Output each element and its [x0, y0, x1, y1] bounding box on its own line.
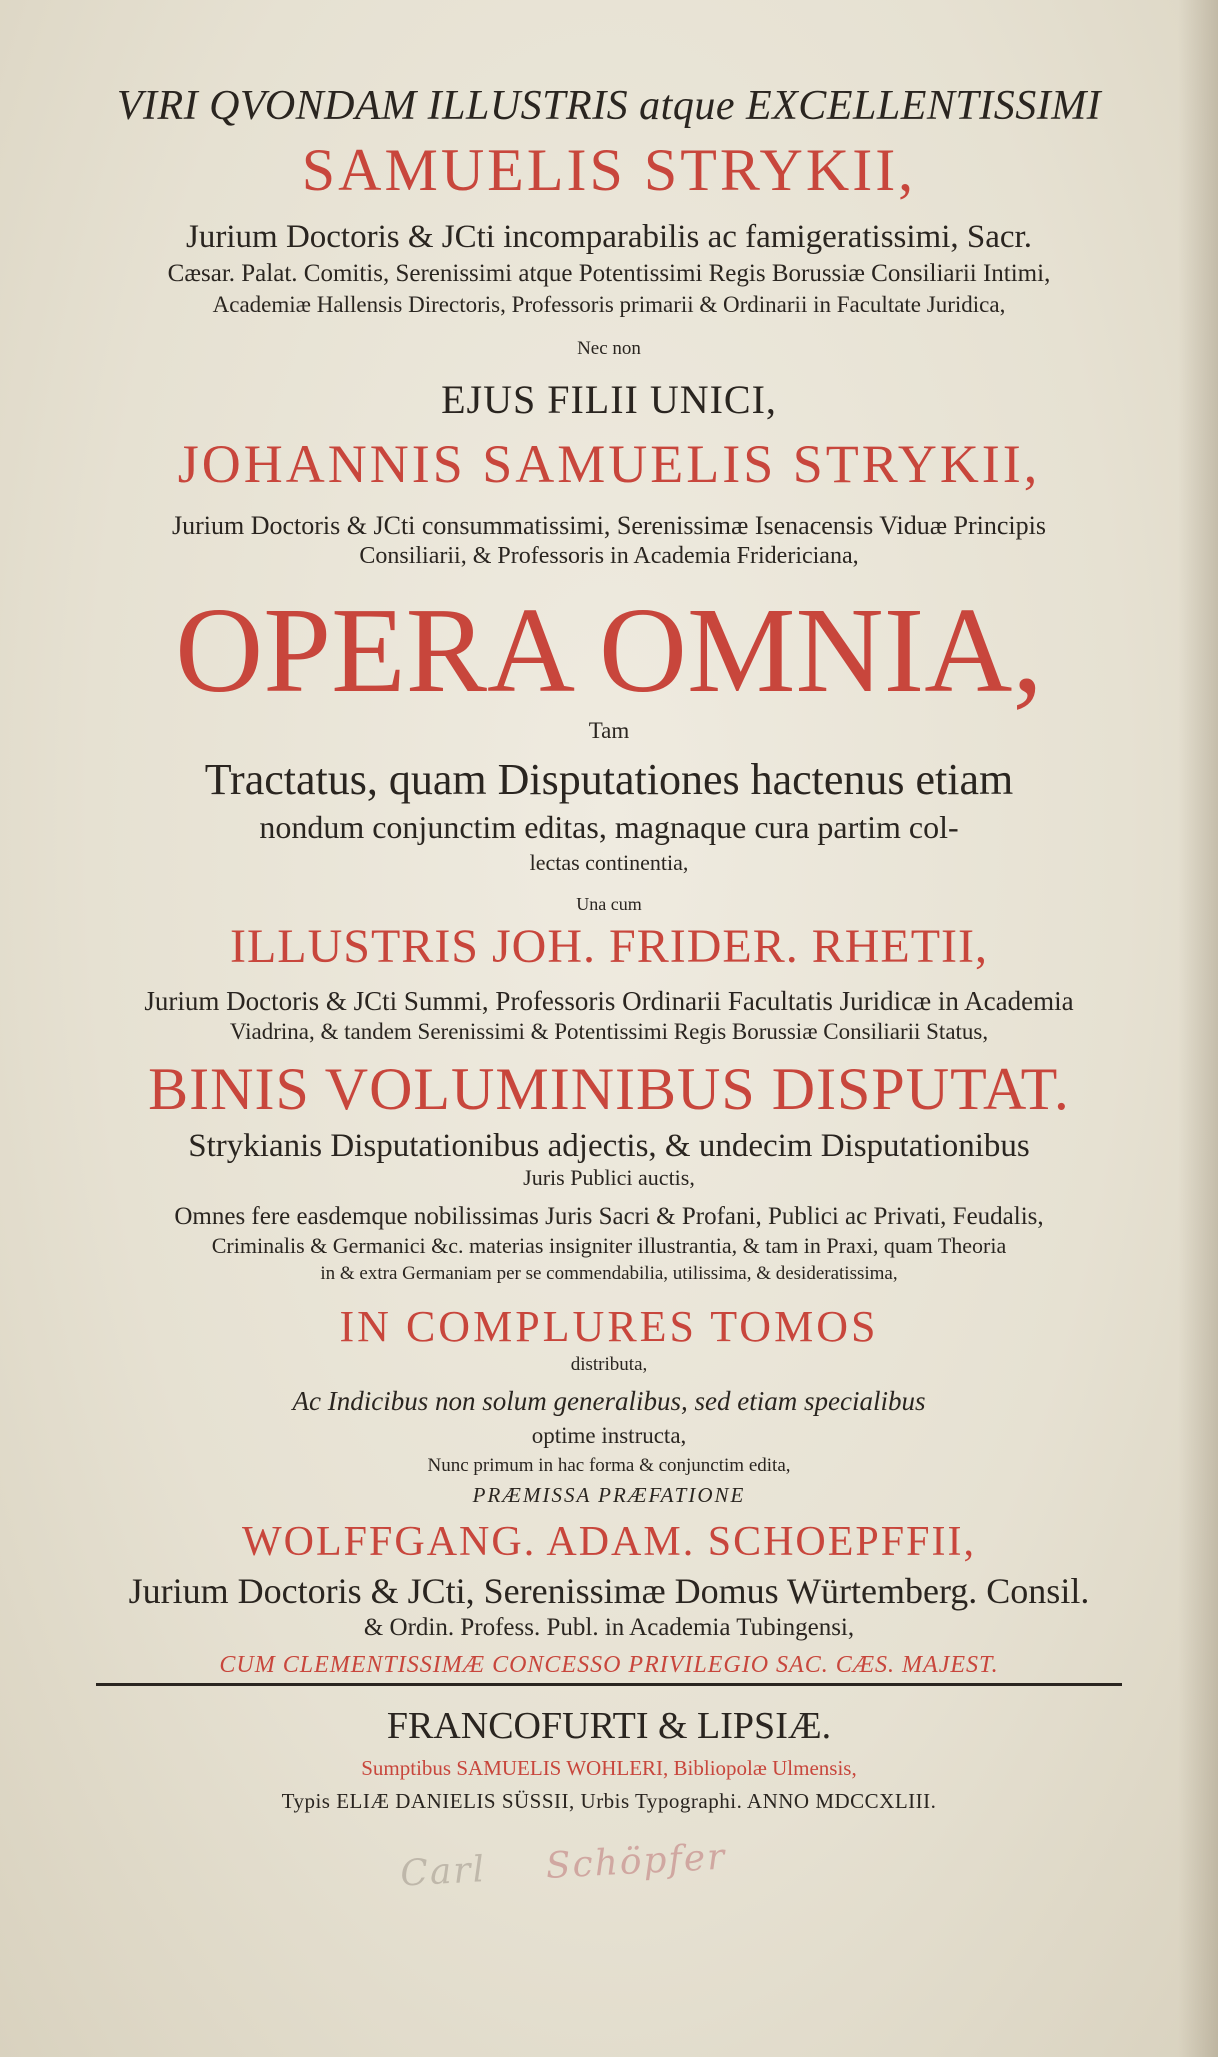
signature-part-b: Schöpfer — [544, 1836, 728, 1887]
line-jurium-3: Jurium Doctoris & JCti Summi, Professoris Ordinarii Facultatis Juridicæ in Academia — [144, 986, 1074, 1016]
line-tractatus: Tractatus, quam Disputationes hactenus etiam — [204, 755, 1014, 804]
line-nondum: nondum conjunctim editas, magnaque cura partim col- — [259, 809, 959, 845]
line-nunc-primum: Nunc primum in hac forma & conjunctim edita, — [427, 1455, 791, 1476]
name-samuelis-strykii: SAMUELIS STRYKII, — [301, 137, 917, 203]
line-consiliarii: Consiliarii, & Professoris in Academia Fridericiana, — [359, 543, 859, 569]
line-una-cum: Una cum — [576, 894, 642, 914]
line-lectas: lectas continentia, — [529, 850, 689, 875]
signature-part-a: Carl — [399, 1849, 488, 1895]
line-ordin: & Ordin. Profess. Publ. in Academia Tubingensi, — [363, 1614, 855, 1641]
line-strykianis: Strykianis Disputationibus adjectis, & undecim Disputationibus — [188, 1128, 1030, 1164]
heading-binis-voluminibus: BINIS VOLUMINIBUS DISPUTAT. — [148, 1056, 1070, 1122]
handwritten-signature — [399, 1826, 920, 1894]
line-ejus-filii: EJUS FILII UNICI, — [441, 377, 777, 422]
line-caesar: Cæsar. Palat. Comitis, Serenissimi atque Potentissimi Regis Borussiæ Consiliarii Intimi, — [167, 260, 1051, 287]
line-ac-indicibus: Ac Indicibus non solum generalibus, sed etiam specialibus — [292, 1386, 926, 1416]
line-nec-non: Nec non — [577, 338, 641, 359]
imprint-printer-year: Typis ELIÆ DANIELIS SÜSSII, Urbis Typographi. ANNO MDCCXLIII. — [281, 1789, 937, 1813]
line-distributa: distributa, — [570, 1354, 648, 1375]
heading-in-complures-tomos: IN COMPLURES TOMOS — [339, 1302, 879, 1351]
line-privilegio: CUM CLEMENTISSIMÆ CONCESSO PRIVILEGIO SAC. CÆS. MAJEST. — [219, 1652, 999, 1678]
name-rhetii: ILLUSTRIS JOH. FRIDER. RHETII, — [230, 920, 988, 973]
line-academiae: Academiæ Hallensis Directoris, Professoris primarii & Ordinarii in Facultate Juridica, — [212, 292, 1006, 317]
imprint-publisher: Sumptibus SAMUELIS WOHLERI, Bibliopolæ Ulmensis, — [361, 1756, 857, 1780]
divider-rule — [96, 1683, 1122, 1686]
line-omnes: Omnes fere easdemque nobilissimas Juris Sacri & Profani, Publici ac Privati, Feudalis, — [174, 1203, 1044, 1230]
main-title-opera-omnia: OPERA OMNIA, — [175, 583, 1043, 718]
line-viadrina: Viadrina, & tandem Serenissimi & Potentissimi Regis Borussiæ Consiliarii Status, — [229, 1019, 989, 1044]
line-in-extra: in & extra Germaniam per se commendabilia, utilissima, & desideratissima, — [320, 1263, 898, 1284]
line-tam: Tam — [588, 718, 630, 743]
heading-viri: VIRI QVONDAM ILLUSTRIS atque EXCELLENTISSIMI — [116, 83, 1102, 129]
line-jurium-1: Jurium Doctoris & JCti incomparabilis ac famigeratissimi, Sacr. — [186, 219, 1032, 255]
line-optime: optime instructa, — [531, 1423, 687, 1448]
line-jurium-2: Jurium Doctoris & JCti consummatissimi, Serenissimæ Isenacensis Viduæ Principis — [172, 511, 1046, 540]
imprint-place: FRANCOFURTI & LIPSIÆ. — [386, 1705, 832, 1747]
line-jurium-4: Jurium Doctoris & JCti, Serenissimæ Domus Würtemberg. Consil. — [128, 1571, 1090, 1611]
name-johannis-samuelis: JOHANNIS SAMUELIS STRYKII, — [177, 434, 1041, 494]
line-praemissa: PRÆMISSA PRÆFATIONE — [472, 1483, 746, 1507]
line-criminalis: Criminalis & Germanici &c. materias insigniter illustrantia, & tam in Praxi, quam Theoria — [211, 1233, 1007, 1258]
name-schoepffii: WOLFFGANG. ADAM. SCHOEPFFII, — [242, 1519, 976, 1565]
line-juris-publici: Juris Publici auctis, — [523, 1165, 695, 1190]
